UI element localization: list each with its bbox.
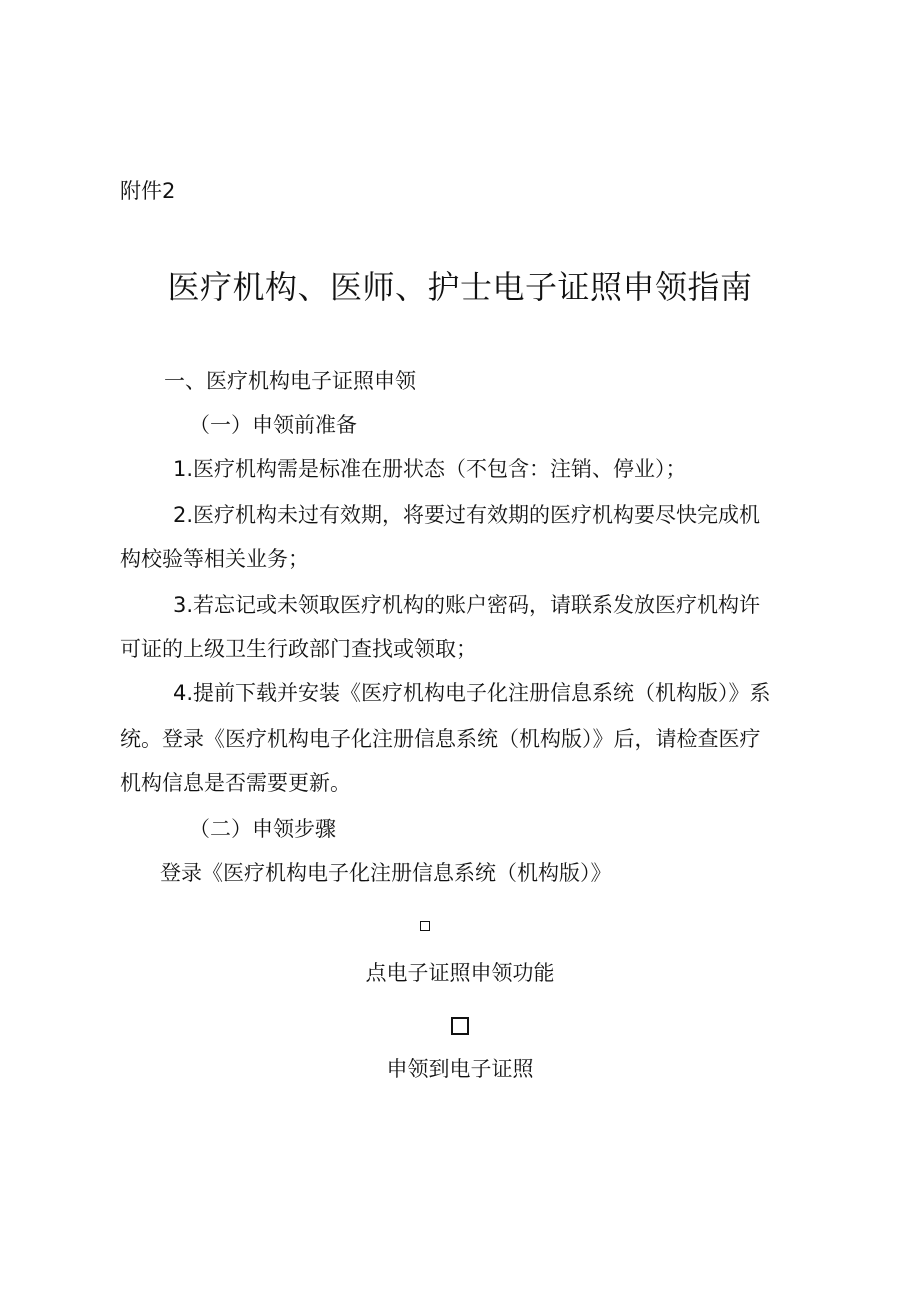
preparation-item-4-line-2: 统。登录《医疗机构电子化注册信息系统（机构版）》后，请检查医疗 xyxy=(120,727,761,751)
preparation-item-3-line-1: 3.若忘记或未领取医疗机构的账户密码，请联系发放医疗机构许 xyxy=(173,593,761,617)
document-title: 医疗机构、医师、护士电子证照申领指南 xyxy=(167,268,753,306)
subsection-1-heading: （一）申领前准备 xyxy=(189,413,357,437)
flow-step-1: 点电子证照申领功能 xyxy=(365,961,555,985)
preparation-item-4-line-1: 4.提前下载并安装《医疗机构电子化注册信息系统（机构版）》系 xyxy=(173,681,771,705)
flow-box-icon xyxy=(420,921,430,931)
attachment-label: 附件2 xyxy=(120,179,176,203)
section-1-heading: 一、医疗机构电子证照申领 xyxy=(164,369,416,393)
flow-step-2: 申领到电子证照 xyxy=(386,1057,534,1081)
preparation-item-4-line-3: 机构信息是否需要更新。 xyxy=(120,771,351,795)
preparation-item-2-line-2: 构校验等相关业务； xyxy=(120,547,309,571)
preparation-item-1: 1.医疗机构需是标准在册状态（不包含：注销、停业）； xyxy=(173,457,687,481)
subsection-2-heading: （二）申领步骤 xyxy=(189,817,336,841)
preparation-item-2-line-1: 2.医疗机构未过有效期，将要过有效期的医疗机构要尽快完成机 xyxy=(173,503,761,527)
preparation-item-3-line-2: 可证的上级卫生行政部门查找或领取； xyxy=(120,637,477,661)
flow-box-icon-large xyxy=(451,1017,469,1035)
application-step-intro: 登录《医疗机构电子化注册信息系统（机构版）》 xyxy=(160,861,612,885)
